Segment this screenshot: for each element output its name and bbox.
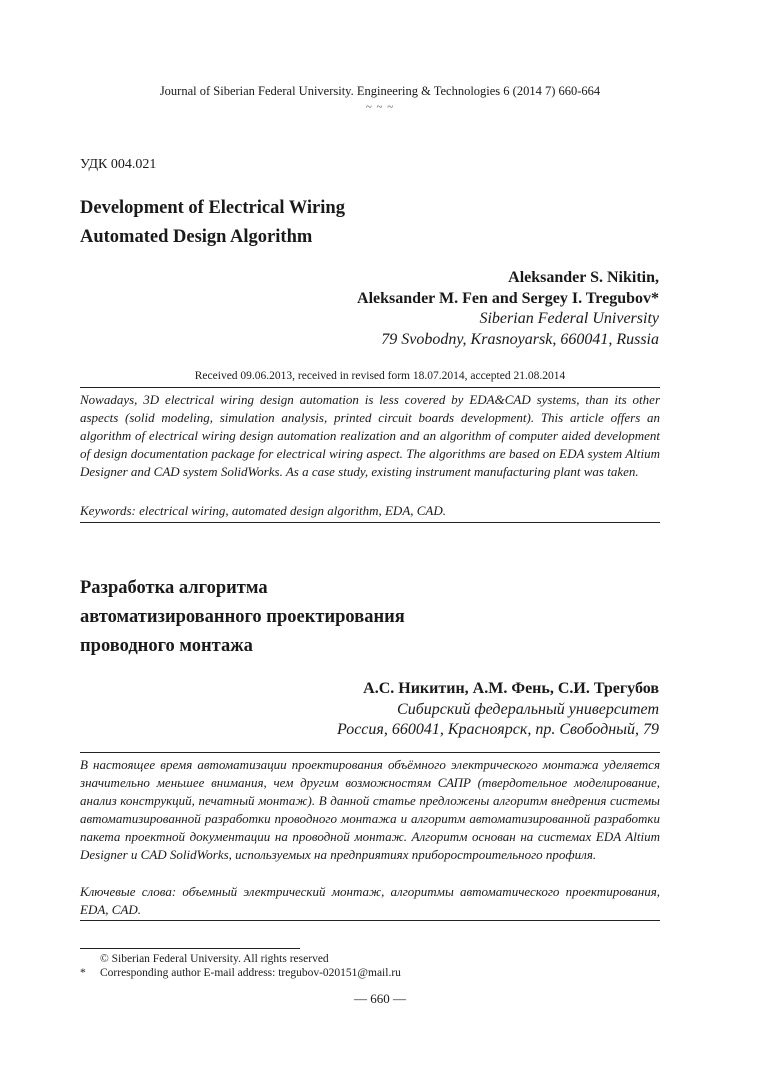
russian-abstract-bottom-rule <box>80 920 660 921</box>
russian-title <box>80 574 405 661</box>
russian-address: Россия, 660041, Красноярск, пр. Свободный, 79 <box>337 721 659 738</box>
russian-abstract: В настоящее время автоматизации проектирования объёмного электрического монтажа уделяется значительно меньшее внимания, чем другим возможностям САПР (твердотельное моделирование, анализ конструкций, печатный монтаж). В данной статье предложены алгоритм внедрения системы автоматизированной разработки проводного монтажа и алгоритм автоматизированной разработки пакета проектной документации на проводной монтаж. Алгоритм основан на системах EDA Altium Designer и CAD SolidWorks, используемых на предприятиях приборостроительного профиля. <box>80 757 660 862</box>
journal-header: Journal of Siberian Federal University. Engineering & Technologies 6 (2014 7) 660-664 <box>159 84 601 98</box>
abstract-bottom-rule <box>80 522 660 523</box>
english-address: 79 Svobodny, Krasnoyarsk, 660041, Russia <box>381 331 659 348</box>
header-ornament: ~ ~ ~ <box>365 101 395 113</box>
russian-title-line: автоматизированного проектирования <box>80 607 405 627</box>
copyright-text: © Siberian Federal University. All rights reserved <box>100 953 329 965</box>
footnote-corresponding <box>80 966 401 981</box>
footnote-rule <box>80 948 300 949</box>
english-author-line-1: Aleksander S. Nikitin, <box>508 269 659 286</box>
english-title-line: Development of Electrical Wiring <box>80 198 345 218</box>
english-keywords: Keywords: electrical wiring, automated design algorithm, EDA, CAD. <box>80 503 447 518</box>
english-title <box>80 194 345 252</box>
russian-title-line: проводного монтажа <box>80 636 253 656</box>
russian-abstract-top-rule <box>80 752 660 753</box>
english-affiliation: Siberian Federal University <box>479 310 659 327</box>
footnote-star: * <box>80 967 86 979</box>
russian-keywords: Ключевые слова: объемный электрический монтаж, алгоритмы автоматического проектирования, EDA, CAD. <box>80 884 660 917</box>
udk-code: УДК 004.021 <box>80 157 157 172</box>
english-title-line: Automated Design Algorithm <box>80 227 313 247</box>
english-author-line-2: Aleksander M. Fen and Sergey I. Tregubov* <box>357 290 659 307</box>
abstract-top-rule <box>80 387 660 388</box>
russian-affiliation: Сибирский федеральный университет <box>397 701 659 718</box>
footnote-copyright <box>80 952 329 967</box>
corresponding-author-text: Corresponding author E-mail address: tregubov-020151@mail.ru <box>100 967 401 979</box>
page-number: — 660 — <box>354 991 406 1006</box>
received-dates: Received 09.06.2013, received in revised form 18.07.2014, accepted 21.08.2014 <box>194 370 566 382</box>
english-abstract: Nowadays, 3D electrical wiring design automation is less covered by EDA&CAD systems, than its other aspects (solid modeling, simulation analysis, printed circuit boards development). This article offers an algorithm of electrical wiring design automation realization and an algorithm of computer aided development of design documentation package for electrical wiring aspect. The algorithms are based on EDA system Altium Designer and CAD system SolidWorks. As a case study, existing instrument manufacturing plant was taken. <box>80 392 660 479</box>
russian-title-line: Разработка алгоритма <box>80 578 268 598</box>
russian-authors: А.С. Никитин, А.М. Фень, С.И. Трегубов <box>363 680 659 697</box>
